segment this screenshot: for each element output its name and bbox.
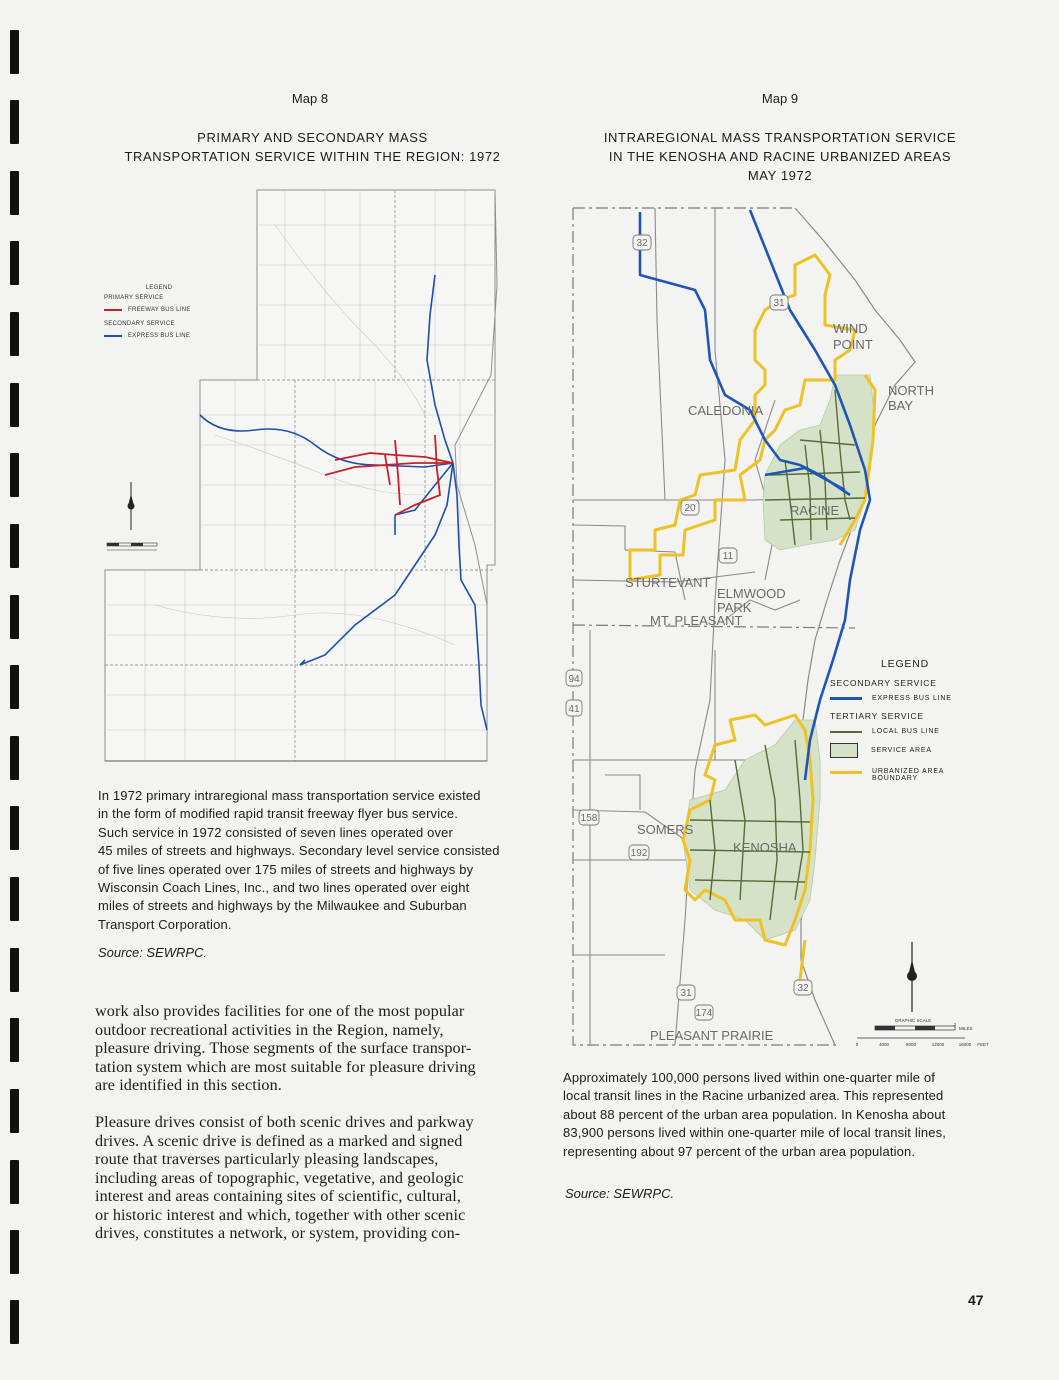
place-north: NORTH xyxy=(888,383,934,398)
binding-hole xyxy=(10,1230,19,1274)
body-line: including areas of topographic, vegetative, and geologic xyxy=(95,1168,464,1187)
map9-urban-map xyxy=(565,200,995,1060)
shield-20: 20 xyxy=(684,503,696,514)
place-bay: BAY xyxy=(888,398,914,413)
map9-caption-line: representing about 97 percent of the urban area population. xyxy=(563,1143,916,1159)
binding-hole xyxy=(10,100,19,144)
body-line: drives, constitutes a network, or system, providing con- xyxy=(95,1224,461,1242)
shield-94: 94 xyxy=(568,674,580,685)
place-point: POINT xyxy=(833,337,873,352)
body-line: tation system which are most suitable for pleasure driving xyxy=(95,1057,476,1076)
map9-scale-miles-end: 2 xyxy=(953,1022,957,1027)
map8-legend-express xyxy=(104,333,214,339)
map9-urbanized-line2: BOUNDARY xyxy=(872,775,918,782)
map8-caption-line: of five lines operated over 175 miles of streets and highways by xyxy=(98,861,474,877)
map8-caption-line: In 1972 primary intraregional mass transportation service existed xyxy=(98,788,481,803)
map9-legend-express xyxy=(830,695,980,702)
body-line: route that traverses particularly pleasing landscapes, xyxy=(95,1150,439,1168)
body-line: are identified in this section. xyxy=(95,1076,282,1094)
shield-158: 158 xyxy=(580,813,598,824)
map9-caption xyxy=(563,1069,983,1161)
binding-hole xyxy=(10,312,19,356)
map9-express-swatch xyxy=(830,697,862,700)
map9-caption-line: 83,900 persons lived within one-quarter mile of local transit lines, xyxy=(563,1125,947,1141)
shield-192: 192 xyxy=(630,848,648,859)
map8-express-swatch xyxy=(104,335,122,337)
shield-31-bottom: 31 xyxy=(680,988,692,999)
binding-hole xyxy=(10,383,19,427)
binding-hole xyxy=(10,1300,19,1344)
map9-legend-service-area xyxy=(830,743,980,758)
map9-scale-feet-label: 12000 xyxy=(931,1042,945,1047)
map9-source: Source: SEWRPC. xyxy=(565,1186,675,1201)
map8-title xyxy=(90,128,535,166)
body-paragraph-2 xyxy=(95,1113,515,1243)
body-line: or historic interest and which, together with other scenic xyxy=(95,1205,466,1224)
binding-hole xyxy=(10,171,19,215)
body-line: outdoor recreational activities in the Region, namely, xyxy=(95,1020,444,1039)
place-mt-pleasant: MT. PLEASANT xyxy=(650,613,743,628)
shield-32-bottom: 32 xyxy=(797,983,809,994)
shield-31-top: 31 xyxy=(773,298,785,309)
binding-hole xyxy=(10,595,19,639)
map9-label: Map 9 xyxy=(761,91,799,106)
place-kenosha: KENOSHA xyxy=(733,840,797,855)
map9-service-area-label: SERVICE AREA xyxy=(871,747,932,754)
map9-scale-feet-label: 16000 xyxy=(958,1042,972,1047)
map8-legend-secondary-heading: SECONDARY SERVICE xyxy=(104,321,175,327)
map9-title-line2: IN THE KENOSHA AND RACINE URBANIZED AREAS xyxy=(608,149,952,164)
place-caledonia: CALEDONIA xyxy=(688,403,764,418)
place-park: PARK xyxy=(717,600,752,615)
map9-local-label: LOCAL BUS LINE xyxy=(872,728,940,735)
place-somers: SOMERS xyxy=(637,822,694,837)
shield-32-top: 32 xyxy=(636,238,648,249)
shield-174: 174 xyxy=(695,1008,713,1019)
map9-title-line3: MAY 1972 xyxy=(747,168,813,183)
binding-hole xyxy=(10,1089,19,1133)
map9-scale-heading: GRAPHIC SCALE xyxy=(894,1018,932,1023)
map9-caption-line: Approximately 100,000 persons lived within one-quarter mile of xyxy=(563,1070,936,1085)
map8-title-line1: PRIMARY AND SECONDARY MASS xyxy=(197,130,428,145)
map9-legend-secondary-heading: SECONDARY SERVICE xyxy=(830,678,937,688)
map9-scale-feet-label: 8000 xyxy=(905,1042,917,1047)
map8-region-map xyxy=(95,185,525,765)
map9-legend xyxy=(830,658,980,782)
map9-legend-heading: LEGEND xyxy=(881,658,929,670)
body-paragraph-1 xyxy=(95,1002,515,1095)
map8-label: Map 8 xyxy=(291,91,329,106)
map8-caption xyxy=(98,787,518,934)
map9-caption-line: local transit lines in the Racine urbanized area. This represented xyxy=(563,1088,944,1104)
map9-legend-tertiary-heading: TERTIARY SERVICE xyxy=(830,711,924,721)
page-number: 47 xyxy=(968,1292,984,1308)
binding-hole xyxy=(10,665,19,709)
body-line: interest and areas containing sites of scientific, cultural, xyxy=(95,1187,462,1205)
map9-legend-urbanized xyxy=(830,768,980,782)
map8-caption-line: Transport Corporation. xyxy=(98,916,232,932)
binding-hole xyxy=(10,524,19,568)
binding-hole xyxy=(10,948,19,992)
binding-hole xyxy=(10,1160,19,1204)
map9-title xyxy=(560,128,1000,185)
body-line: work also provides facilities for one of the most popular xyxy=(95,1002,465,1020)
binding-hole xyxy=(10,736,19,780)
binding-hole xyxy=(10,241,19,285)
shield-41: 41 xyxy=(568,704,580,715)
body-line: drives. A scenic drive is defined as a marked and signed xyxy=(95,1131,463,1150)
map9-urbanized-label xyxy=(872,768,944,782)
map8-caption-line: 45 miles of streets and highways. Secondary level service consisted xyxy=(98,843,500,859)
map9-north-arrow-and-scale xyxy=(855,940,995,1050)
map9-caption-line: about 88 percent of the urban area population. In Kenosha about xyxy=(563,1106,946,1122)
map9-service-area-swatch xyxy=(830,743,858,758)
place-sturtevant: STURTEVANT xyxy=(625,575,711,590)
map8-caption-line: Such service in 1972 consisted of seven lines operated over xyxy=(98,824,454,840)
map9-scale-miles-unit: MILES xyxy=(959,1026,973,1031)
map9-title-line1: INTRAREGIONAL MASS TRANSPORTATION SERVICE xyxy=(603,130,957,145)
map8-legend-freeway xyxy=(104,307,214,313)
map9-urbanized-line1: URBANIZED AREA xyxy=(872,768,945,775)
body-line: Pleasure drives consist of both scenic drives and parkway xyxy=(95,1113,474,1131)
map9-express-label: EXPRESS BUS LINE xyxy=(872,695,952,702)
map8-region-outline xyxy=(105,190,495,761)
map8-caption-line: miles of streets and highways by the Milwaukee and Suburban xyxy=(98,898,467,914)
map8-freeway-label: FREEWAY BUS LINE xyxy=(128,307,191,313)
shield-11: 11 xyxy=(722,551,734,562)
binding-hole xyxy=(10,30,19,74)
map8-express-label: EXPRESS BUS LINE xyxy=(128,333,191,339)
map8-legend-heading: LEGEND xyxy=(145,285,173,291)
map8-legend-primary-heading: PRIMARY SERVICE xyxy=(104,295,164,301)
map9-local-swatch xyxy=(830,731,862,733)
place-pleasant-prairie: PLEASANT PRAIRIE xyxy=(650,1028,774,1043)
place-racine: RACINE xyxy=(790,503,840,518)
map8-north-arrow-and-scale xyxy=(104,480,164,555)
map9-urbanized-swatch xyxy=(830,771,862,774)
binding-hole xyxy=(10,453,19,497)
map8-freeway-swatch xyxy=(104,309,122,311)
map9-scale-feet-label: 4000 xyxy=(878,1042,890,1047)
map8-source: Source: SEWRPC. xyxy=(98,945,208,960)
map8-legend xyxy=(104,285,214,339)
binding-hole xyxy=(10,877,19,921)
binding-holes xyxy=(10,0,24,1380)
map9-scale-feet-unit: FEET xyxy=(977,1042,989,1047)
map8-title-line2: TRANSPORTATION SERVICE WITHIN THE REGION: 1972 xyxy=(124,149,501,164)
map8-caption-line: Wisconsin Coach Lines, Inc., and two lines operated over eight xyxy=(98,880,470,896)
map9-scale-feet-label: 0 xyxy=(855,1042,859,1047)
place-wind: WIND xyxy=(833,321,868,336)
binding-hole xyxy=(10,806,19,850)
body-line: pleasure driving. Those segments of the surface transpor- xyxy=(95,1039,472,1057)
map8-caption-line: in the form of modified rapid transit freeway flyer bus service. xyxy=(98,806,459,822)
place-elmwood: ELMWOOD xyxy=(717,586,786,601)
map9-legend-local xyxy=(830,728,980,735)
binding-hole xyxy=(10,1018,19,1062)
